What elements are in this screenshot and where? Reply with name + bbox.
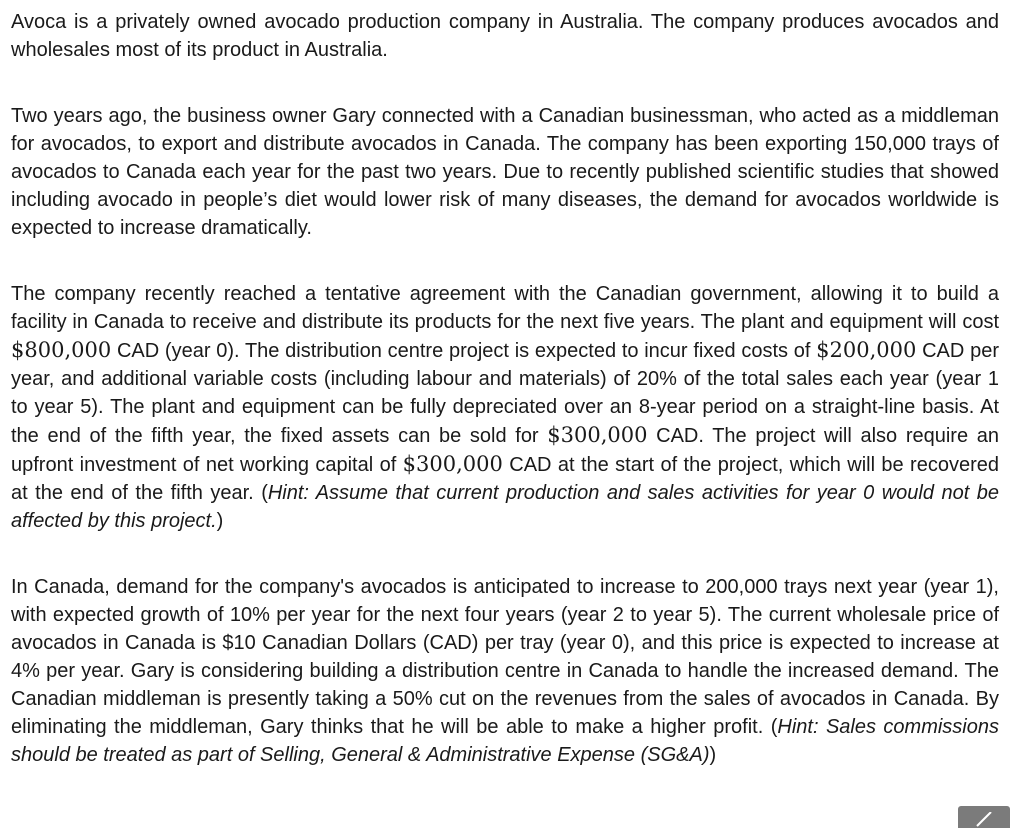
paragraph-agreement [11, 280, 999, 535]
paragraph-demand [11, 573, 999, 769]
text-segment: ) [709, 744, 717, 766]
hint-text: Hint: Assume that current production and sales activities for year 0 would not be affected by this project. [11, 482, 999, 532]
text-segment: ) [216, 510, 224, 532]
net-working-capital: $300,000 [402, 452, 503, 476]
chevron-down-icon [975, 812, 993, 828]
text-segment: In Canada, demand for the company's avocados is anticipated to increase to 200,000 trays next year (year 1), with expected growth of 10% per year for the next four years (year 2 to year 5). The current wholesale price of avocados in Canada is $10 Canadian Dollars (CAD) per tray (year 0), and this price is expected to increase at 4% per year. Gary is considering building a distribution centre in Canada to handle the increased demand. The Canadian middleman is presently taking a 50% cut on the revenues from the sales of avocados in Canada. By eliminating the middleman, Gary thinks that he will be able to make a higher profit. ( [11, 576, 999, 738]
cost-fixed: $200,000 [816, 338, 917, 362]
cost-plant-equipment: $800,000 [11, 338, 112, 362]
salvage-value: $300,000 [547, 423, 648, 447]
expand-button[interactable] [958, 806, 1010, 828]
text-segment: CAD at the start of the project, which will be recovered at the end of the fifth year. ( [11, 454, 999, 504]
text-segment: CAD per year, and additional variable costs (including labour and materials) of 20% of the total sales each year (year 1 to year 5). The plant and equipment can be fully depreciated over an 8-year period on a straight-line basis. At the end of the fifth year, the fixed assets can be sold for [11, 340, 999, 447]
paragraph-intro: Avoca is a privately owned avocado production company in Australia. The company produces avocados and wholesales most of its product in Australia. [11, 11, 999, 61]
text-segment: The company recently reached a tentative agreement with the Canadian government, allowing it to build a facility in Canada to receive and distribute its products for the next five years. The plant and equipment will cost [11, 283, 999, 333]
paragraph-background: Two years ago, the business owner Gary connected with a Canadian businessman, who acted as a middleman for avocados, to export and distribute avocados in Canada. The company has been exporting 150,000 trays of avocados to Canada each year for the past two years. Due to recently published scientific studies that showed including avocado in people’s diet would lower risk of many diseases, the demand for avocados worldwide is expected to increase dramatically. [11, 105, 999, 239]
text-segment: CAD. The project will also require an upfront investment of net working capital of [11, 425, 999, 476]
question-text [11, 8, 999, 807]
text-segment: CAD (year 0). The distribution centre project is expected to incur fixed costs of [111, 340, 817, 362]
hint-text: Hint: Sales commissions should be treated as part of Selling, General & Administrative Expense (SG&A) [11, 716, 999, 766]
